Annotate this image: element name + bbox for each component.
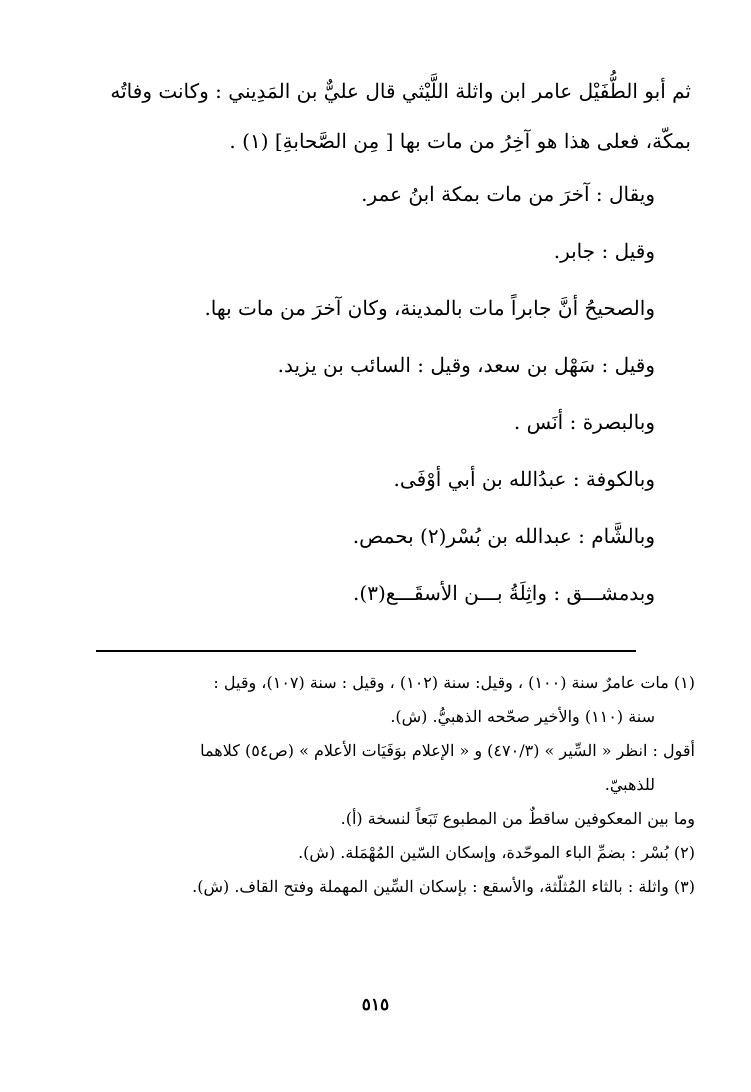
main-text-line: وبالشَّام : عبدالله بن بُسْر(٢) بحمص. <box>352 524 655 548</box>
page-number: ٥١٥ <box>361 995 390 1015</box>
main-text-line: ويقال : آخرَ من مات بمكة ابنُ عمر. <box>361 182 655 206</box>
main-text-line: وقيل : سَهْل بن سعد، وقيل : السائب بن يزيد. <box>277 353 655 377</box>
footnotes <box>96 666 695 904</box>
footnote-separator <box>96 650 636 652</box>
main-text <box>96 66 691 622</box>
main-text-line: وبالكوفة : عبدُالله بن أبي أوْفَى. <box>393 467 655 491</box>
main-text-line: ثم أبو الطُّفَيْل عامر ابن واثلة اللَّيْثي قال عليٌّ بن المَدِيني : وكانت وفاتُه <box>110 79 691 103</box>
footnote-line: سنة (١١٠) والأخير صحّحه الذهبيُّ. (ش). <box>390 707 655 726</box>
main-text-line: والصحيحُ أنَّ جابراً مات بالمدينة، وكان آخرَ من مات بها. <box>204 296 655 320</box>
main-text-line: وبدمشـــق : واثِلَةُ بـــن الأسقَـــع(٣). <box>353 581 655 605</box>
footnote-line: (٣) واثلة : بالثاء المُثلّثة، والأسقع : بإسكان السِّين المهملة وفتح القاف. (ش). <box>192 877 695 896</box>
footnote-line: للذهبيّ. <box>604 775 655 794</box>
footnote-line: (١) مات عامرٌ سنة (١٠٠) ، وقيل: سنة (١٠٢) ، وقيل : سنة (١٠٧)، وقيل : <box>213 673 695 692</box>
footnote-line: أقول : انظر « السِّير » (٤٧٠/٣) و « الإعلام بوَفَيَات الأعلام » (ص٥٤) كلاهما <box>200 741 695 760</box>
footnote-line: وما بين المعكوفين ساقطٌ من المطبوع تَبَعاً لنسخة (أ). <box>340 809 695 828</box>
footnote-line: (٢) بُسْر : بضمِّ الباء الموحّدة، وإسكان السّين المُهْمَلة. (ش). <box>298 843 695 862</box>
main-text-line: وبالبصرة : أنَس . <box>513 410 655 434</box>
main-text-line: بمكّة، فعلى هذا هو آخِرُ من مات بها [ مِن الصَّحابةِ] (١) . <box>229 129 691 153</box>
main-text-line: وقيل : جابر. <box>553 239 655 263</box>
